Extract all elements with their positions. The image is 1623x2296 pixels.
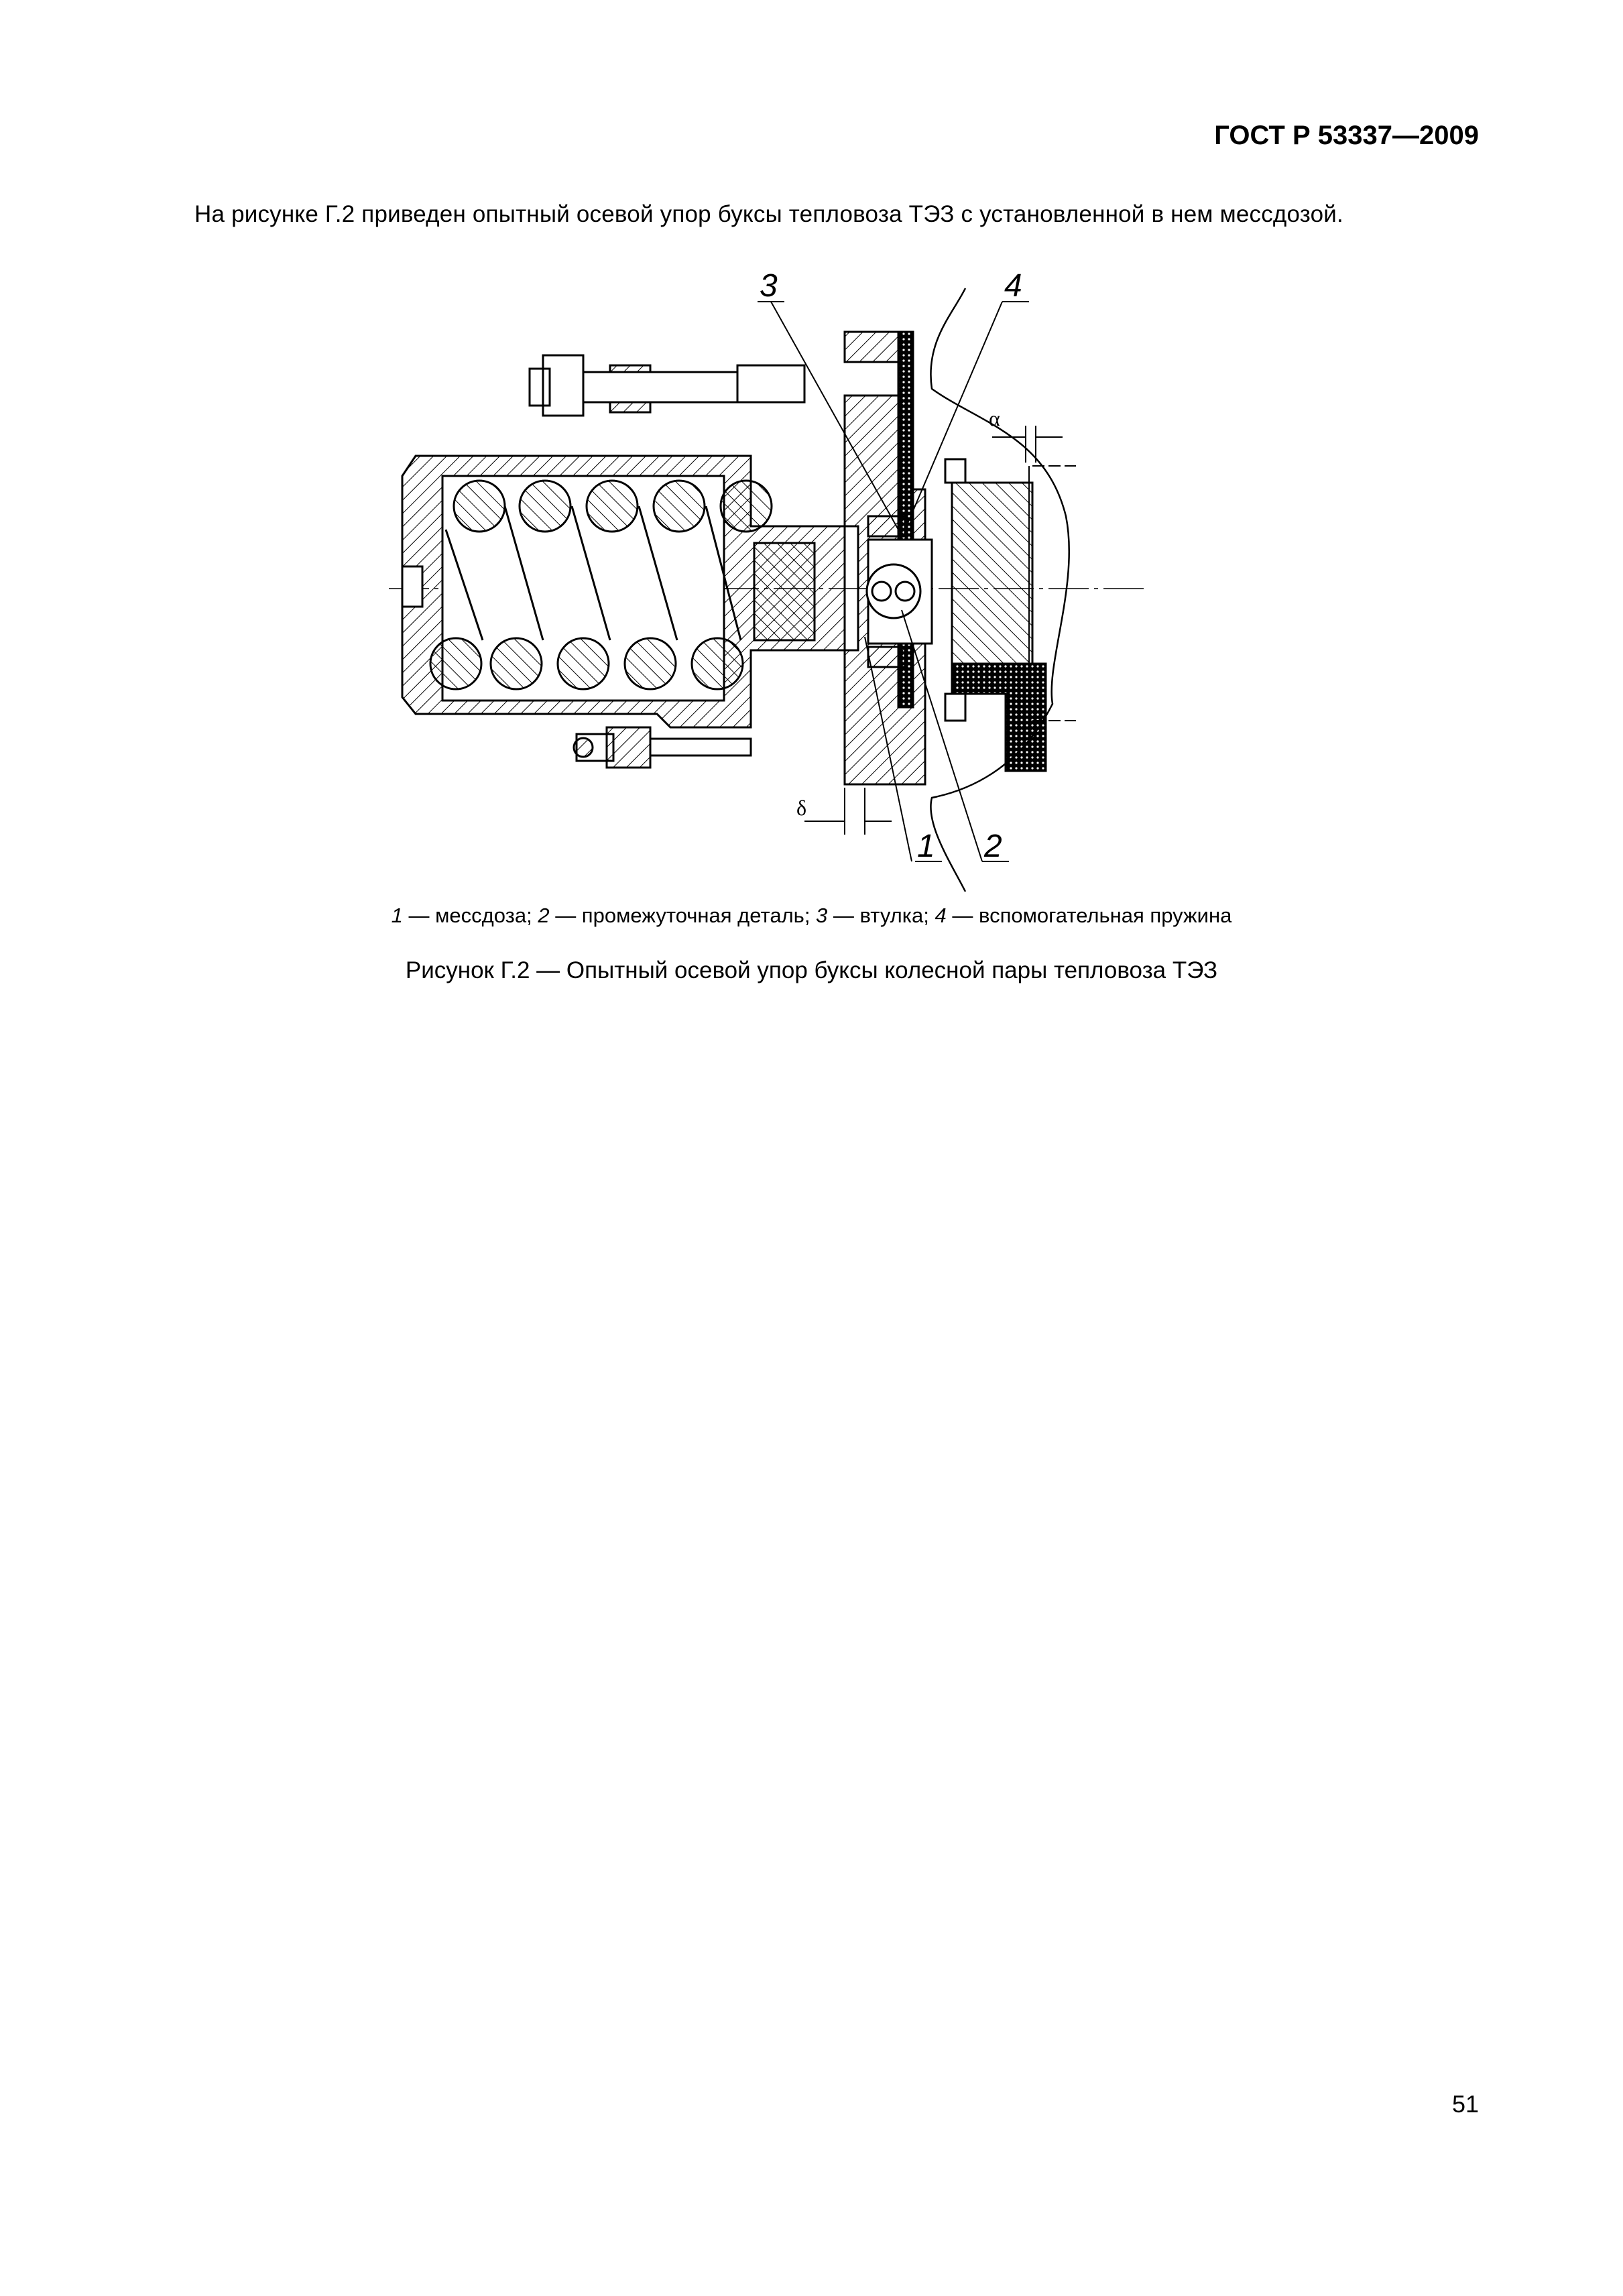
callout-2: 2: [984, 829, 1002, 864]
legend-num-4: 4: [935, 904, 947, 927]
page-number: 51: [1451, 2090, 1479, 2118]
callout-1: 1: [917, 829, 935, 864]
legend-num-2: 2: [538, 904, 550, 927]
legend-text-2: — промежуточная деталь;: [549, 904, 817, 927]
legend-num-3: 3: [816, 904, 828, 927]
technical-drawing: [375, 261, 1180, 892]
legend-text-1: — мессдоза;: [402, 904, 538, 927]
legend-text-4: — вспомогательная пружина: [946, 904, 1232, 927]
figure-legend: [0, 904, 1623, 928]
document-header: ГОСТ Р 53337—2009: [1214, 121, 1479, 150]
callout-3: 3: [760, 268, 778, 304]
callout-4: 4: [1004, 268, 1022, 304]
figure-caption: Рисунок Г.2 — Опытный осевой упор буксы колесной пары тепловоза ТЭЗ: [405, 957, 1218, 983]
legend-num-1: 1: [391, 904, 403, 927]
dim-alpha-label: α: [989, 406, 1000, 430]
legend-text-3: — втулка;: [827, 904, 935, 927]
dim-delta-label: δ: [796, 796, 807, 820]
intro-paragraph: На рисунке Г.2 приведен опытный осевой упор буксы тепловоза ТЭЗ с установленной в нем мессдозой.: [194, 201, 1343, 227]
